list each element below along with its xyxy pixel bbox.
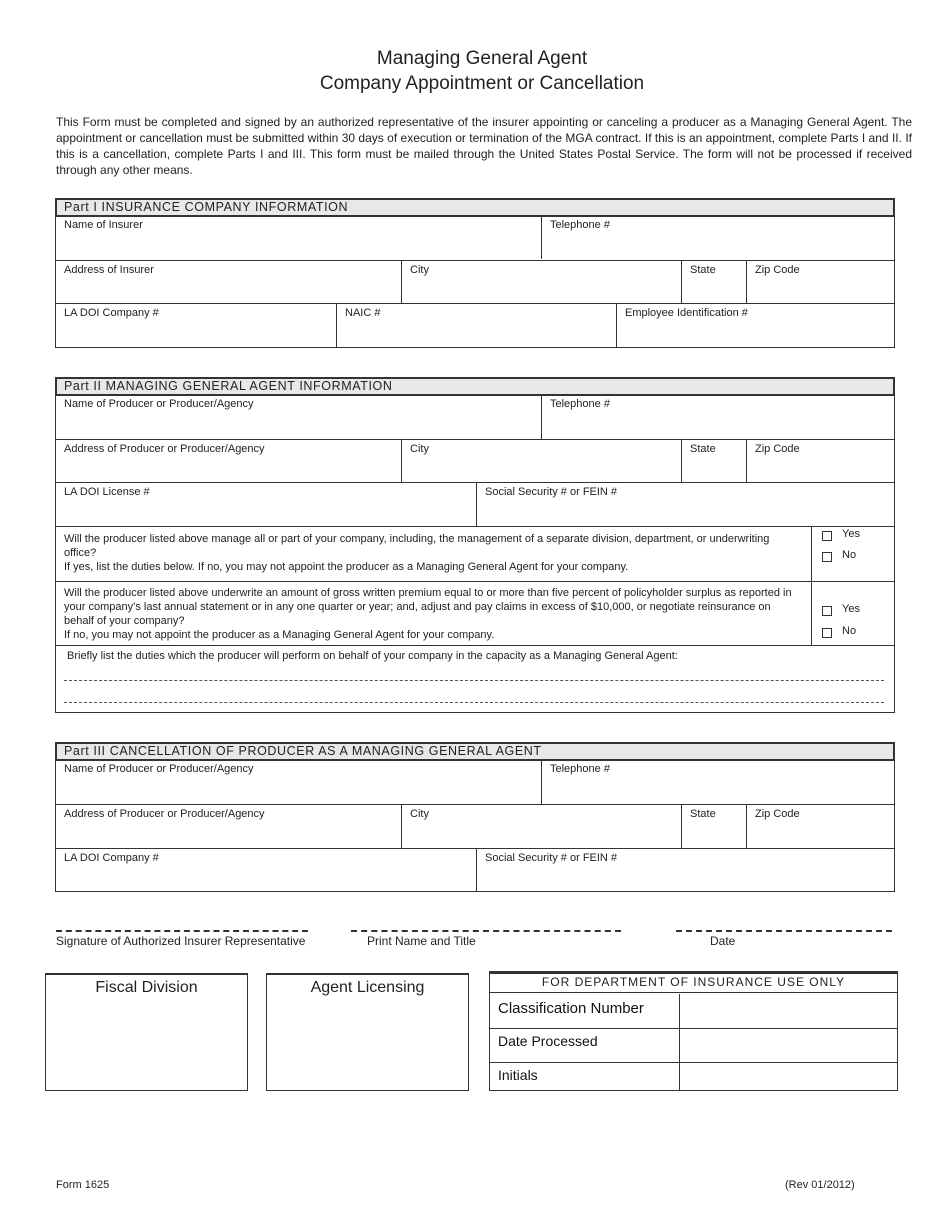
producer-address-label: Address of Producer or Producer/Agency: [64, 443, 265, 455]
cancel-telephone-label: Telephone #: [550, 763, 610, 775]
part3-heading: Part III CANCELLATION OF PRODUCER AS A MANAGING GENERAL AGENT: [56, 743, 894, 761]
insurer-zip-field[interactable]: [746, 260, 895, 303]
part1-section: [55, 198, 895, 348]
signature-label: Signature of Authorized Insurer Representative: [56, 934, 306, 948]
naic-label: NAIC #: [345, 307, 381, 319]
insurer-city-field[interactable]: [401, 260, 681, 303]
insurer-state-label: State: [690, 264, 716, 276]
print-name-label: Print Name and Title: [367, 934, 476, 948]
date-line[interactable]: [676, 930, 892, 932]
intro-paragraph: This Form must be completed and signed by an authorized representative of the insurer appointing or canceling a producer as a Managing General Agent. The appointment or cancellation must be submitted within 30 days of execution or termination of the MGA contract. If this is an appointment, complete Parts I and II. If this is a cancellation, complete Parts I and III. This form must be mailed through the United States Postal Service. The form will not be processed if received through any other means.: [56, 115, 912, 177]
cancel-zip-field[interactable]: [746, 804, 895, 848]
duties-area[interactable]: [56, 645, 895, 713]
cancel-address-field[interactable]: [56, 804, 401, 848]
insurer-name-label: Name of Insurer: [64, 219, 143, 231]
part3-section: [55, 742, 895, 892]
form-number: Form 1625: [56, 1179, 110, 1191]
part1-heading: Part I INSURANCE COMPANY INFORMATION: [56, 199, 894, 217]
form-revision: (Rev 01/2012): [785, 1179, 855, 1191]
question-underwrite-options: [811, 581, 895, 645]
insurer-state-field[interactable]: [681, 260, 746, 303]
cancel-address-label: Address of Producer or Producer/Agency: [64, 808, 265, 820]
cancel-city-label: City: [410, 808, 429, 820]
insurer-name-field[interactable]: [56, 216, 541, 259]
question-manage-note: If yes, list the duties below. If no, you may not appoint the producer as a Managing General Agent for your company.: [64, 561, 629, 573]
cancel-zip-label: Zip Code: [755, 808, 800, 820]
cancel-producer-name-label: Name of Producer or Producer/Agency: [64, 763, 254, 775]
insurer-address-label: Address of Insurer: [64, 264, 154, 276]
producer-city-field[interactable]: [401, 439, 681, 482]
fiscal-division-box: [45, 973, 248, 1091]
initials-label: Initials: [490, 1062, 679, 1091]
form-title-line2: Company Appointment or Cancellation: [319, 73, 645, 94]
classification-number-label: Classification Number: [498, 1000, 644, 1017]
ein-label: Employee Identification #: [625, 307, 748, 319]
manage-yes-label: Yes: [842, 528, 860, 540]
date-label: Date: [710, 934, 736, 948]
producer-zip-label: Zip Code: [755, 443, 800, 455]
producer-name-field[interactable]: [56, 395, 541, 439]
producer-state-label: State: [690, 443, 716, 455]
producer-zip-field[interactable]: [746, 439, 895, 482]
manage-no-checkbox[interactable]: [822, 552, 832, 562]
cancel-ssn-fein-label: Social Security # or FEIN #: [485, 852, 618, 864]
question-manage-company: [56, 526, 811, 581]
producer-telephone-label: Telephone #: [550, 398, 610, 410]
producer-city-label: City: [410, 443, 429, 455]
date-processed-label: Date Processed: [490, 1028, 679, 1062]
cancel-state-field[interactable]: [681, 804, 746, 848]
fiscal-division-title: Fiscal Division: [95, 979, 198, 996]
producer-ssn-fein-field[interactable]: [476, 482, 895, 526]
classification-number-field[interactable]: [679, 994, 897, 1028]
underwrite-no-label: No: [842, 625, 857, 637]
part2-heading: Part II MANAGING GENERAL AGENT INFORMATION: [56, 378, 894, 396]
producer-state-field[interactable]: [681, 439, 746, 482]
underwrite-yes-checkbox[interactable]: [822, 606, 832, 616]
cancel-ssn-fein-field[interactable]: [476, 848, 895, 892]
duties-line-2: [64, 702, 884, 703]
producer-telephone-field[interactable]: [541, 395, 895, 439]
insurer-zip-label: Zip Code: [755, 264, 800, 276]
question-manage-options: [811, 526, 895, 581]
duties-prompt: Briefly list the duties which the producer will perform on behalf of your company in the capacity as a Managing General Agent:: [67, 650, 678, 662]
signature-line[interactable]: [56, 930, 308, 932]
la-doi-license-field[interactable]: [56, 482, 476, 526]
la-doi-company-field[interactable]: [56, 303, 336, 348]
question-underwrite-text: Will the producer listed above underwrite an amount of gross written premium equal to or more than five percent of policyholder surplus as reported in your company’s last annual statement or in any one quarter or year; and, adjust and pay claims in excess of $10,000, or negotiate reinsurance on behalf of your company?: [64, 587, 792, 627]
insurer-city-label: City: [410, 264, 429, 276]
la-doi-license-label: LA DOI License #: [64, 486, 150, 498]
agent-licensing-title: Agent Licensing: [310, 979, 425, 996]
insurer-telephone-field[interactable]: [541, 216, 895, 259]
la-doi-company-label: LA DOI Company #: [64, 307, 159, 319]
cancel-city-field[interactable]: [401, 804, 681, 848]
producer-name-label: Name of Producer or Producer/Agency: [64, 398, 254, 410]
naic-field[interactable]: [336, 303, 616, 348]
producer-address-field[interactable]: [56, 439, 401, 482]
doi-use-only-heading: FOR DEPARTMENT OF INSURANCE USE ONLY: [490, 974, 897, 993]
manage-no-label: No: [842, 549, 857, 561]
duties-line-1: [64, 680, 884, 681]
cancel-la-doi-company-label: LA DOI Company #: [64, 852, 159, 864]
ein-field[interactable]: [616, 303, 895, 348]
producer-ssn-fein-label: Social Security # or FEIN #: [485, 486, 618, 498]
question-manage-text: Will the producer listed above manage all or part of your company, including, the management of a separate division, department, or underwriting office?: [64, 533, 770, 559]
underwrite-no-checkbox[interactable]: [822, 628, 832, 638]
initials-field[interactable]: [679, 1062, 897, 1091]
cancel-state-label: State: [690, 808, 716, 820]
manage-yes-checkbox[interactable]: [822, 531, 832, 541]
cancel-la-doi-company-field[interactable]: [56, 848, 476, 892]
print-name-line[interactable]: [351, 930, 621, 932]
date-processed-field[interactable]: [679, 1028, 897, 1062]
part2-section: [55, 377, 895, 713]
cancel-telephone-field[interactable]: [541, 760, 895, 804]
agent-licensing-box: [266, 973, 469, 1091]
question-underwrite-note: If no, you may not appoint the producer as a Managing General Agent for your company.: [64, 629, 495, 641]
question-underwrite: [56, 581, 811, 645]
insurer-address-field[interactable]: [56, 260, 401, 303]
underwrite-yes-label: Yes: [842, 603, 860, 615]
doi-use-only-box: [489, 971, 898, 1091]
cancel-producer-name-field[interactable]: [56, 760, 541, 804]
form-title-line1: Managing General Agent: [376, 48, 588, 69]
insurer-telephone-label: Telephone #: [550, 219, 610, 231]
